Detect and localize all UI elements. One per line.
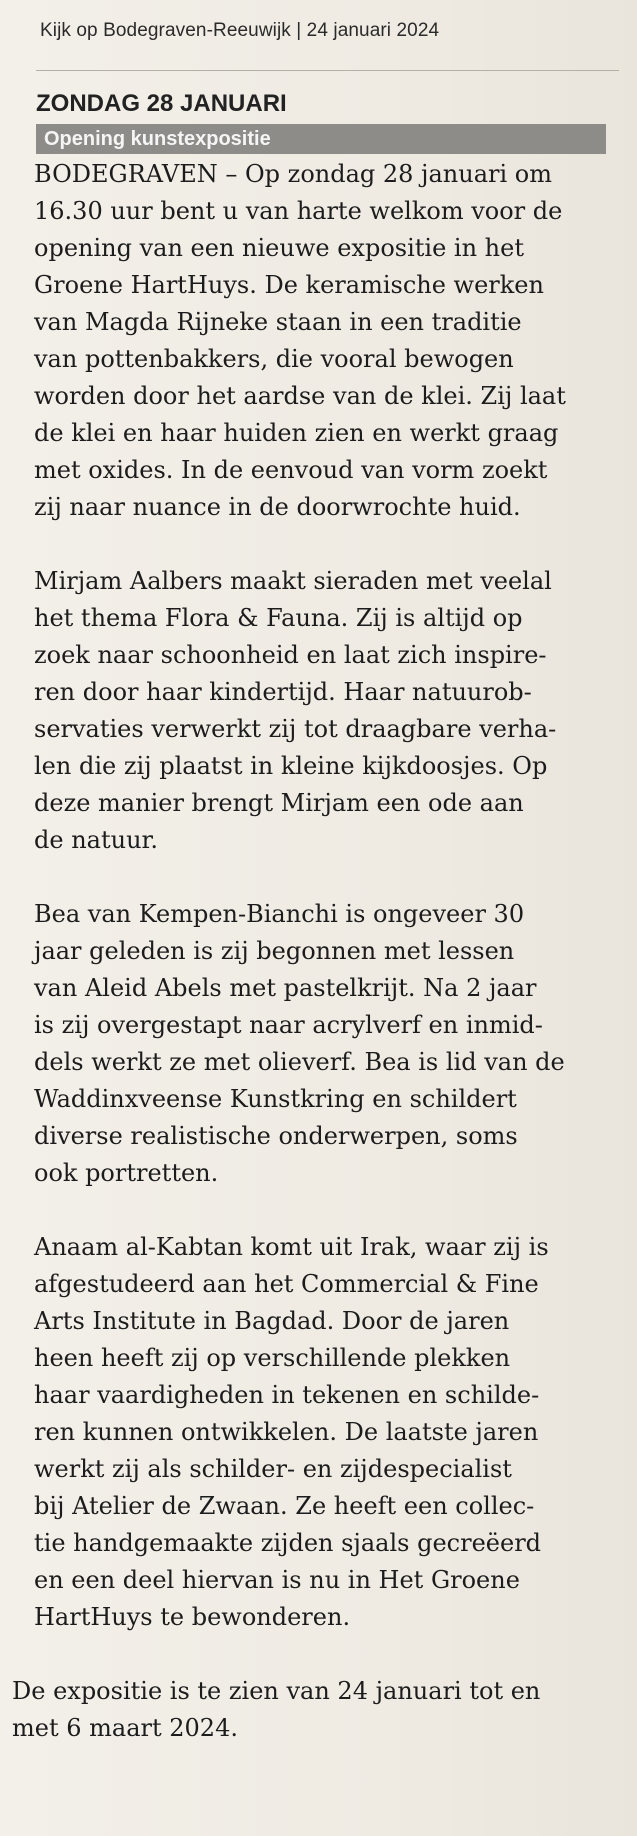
article-paragraph bbox=[34, 563, 634, 859]
text-line: afgestudeerd aan het Commercial & Fine bbox=[34, 1270, 539, 1298]
text-line: met oxides. In de eenvoud van vorm zoekt bbox=[34, 456, 548, 484]
text-line: ook portretten. bbox=[34, 1159, 219, 1187]
text-line: en een deel hiervan is nu in Het Groene bbox=[34, 1566, 520, 1594]
text-line: zij naar nuance in de doorwrochte huid. bbox=[34, 493, 521, 521]
article-body bbox=[12, 156, 634, 1784]
text-line: zoek naar schoonheid en laat zich inspire- bbox=[34, 641, 547, 669]
text-line: ren kunnen ontwikkelen. De laatste jaren bbox=[34, 1418, 539, 1446]
text-line: heen heeft zij op verschillende plekken bbox=[34, 1344, 511, 1372]
text-line: len die zij plaatst in kleine kijkdoosjes. Op bbox=[34, 752, 548, 780]
text-line: dels werkt ze met olieverf. Bea is lid van de bbox=[34, 1048, 565, 1076]
text-line: tie handgemaakte zijden sjaals gecreëerd bbox=[34, 1529, 542, 1557]
article-kicker: Opening kunstexpositie bbox=[36, 124, 606, 154]
text-line: van Aleid Abels met pastelkrijt. Na 2 jaar bbox=[34, 974, 537, 1002]
text-line: deze manier brengt Mirjam een ode aan bbox=[34, 789, 524, 817]
text-line: haar vaardigheden in tekenen en schilde- bbox=[34, 1381, 540, 1409]
text-line: De expositie is te zien van 24 januari tot en bbox=[12, 1677, 541, 1705]
text-line: bij Atelier de Zwaan. Ze heeft een collec- bbox=[34, 1492, 535, 1520]
text-line: Groene HartHuys. De keramische werken bbox=[34, 271, 544, 299]
text-line: is zij overgestapt naar acrylverf en inmid- bbox=[34, 1011, 543, 1039]
text-line: Waddinxveense Kunstkring en schildert bbox=[34, 1085, 517, 1113]
text-line: 16.30 uur bent u van harte welkom voor de bbox=[34, 197, 563, 225]
text-line: servaties verwerkt zij tot draagbare verha- bbox=[34, 715, 557, 743]
text-line: jaar geleden is zij begonnen met lessen bbox=[34, 937, 515, 965]
text-line: ren door haar kindertijd. Haar natuurob- bbox=[34, 678, 532, 706]
text-line: werkt zij als schilder- en zijdespecialist bbox=[34, 1455, 512, 1483]
text-line: van Magda Rijneke staan in een traditie bbox=[34, 308, 522, 336]
text-line: opening van een nieuwe expositie in het bbox=[34, 234, 524, 262]
text-line: Anaam al-Kabtan komt uit Irak, waar zij is bbox=[34, 1233, 549, 1261]
header-divider bbox=[36, 70, 619, 71]
text-line: HartHuys te bewonderen. bbox=[34, 1603, 351, 1631]
article-paragraph bbox=[34, 156, 634, 526]
text-line: worden door het aardse van de klei. Zij laat bbox=[34, 382, 566, 410]
text-line: BODEGRAVEN – Op zondag 28 januari om bbox=[34, 160, 553, 188]
text-line: van pottenbakkers, die vooral bewogen bbox=[34, 345, 514, 373]
text-line: het thema Flora & Fauna. Zij is altijd op bbox=[34, 604, 523, 632]
text-line: diverse realistische onderwerpen, soms bbox=[34, 1122, 518, 1150]
publication-header: Kijk op Bodegraven-Reeuwijk | 24 januari 2024 bbox=[40, 20, 440, 41]
text-line: Mirjam Aalbers maakt sieraden met veelal bbox=[34, 567, 552, 595]
article-paragraph bbox=[12, 1673, 634, 1747]
text-line: de natuur. bbox=[34, 826, 158, 854]
text-line: Arts Institute in Bagdad. Door de jaren bbox=[34, 1307, 510, 1335]
text-line: de klei en haar huiden zien en werkt graag bbox=[34, 419, 559, 447]
article-paragraph bbox=[34, 896, 634, 1192]
text-line: met 6 maart 2024. bbox=[12, 1714, 238, 1742]
article-paragraph bbox=[34, 1229, 634, 1636]
article-date-heading: ZONDAG 28 JANUARI bbox=[36, 90, 287, 117]
text-line: Bea van Kempen-Bianchi is ongeveer 30 bbox=[34, 900, 525, 928]
